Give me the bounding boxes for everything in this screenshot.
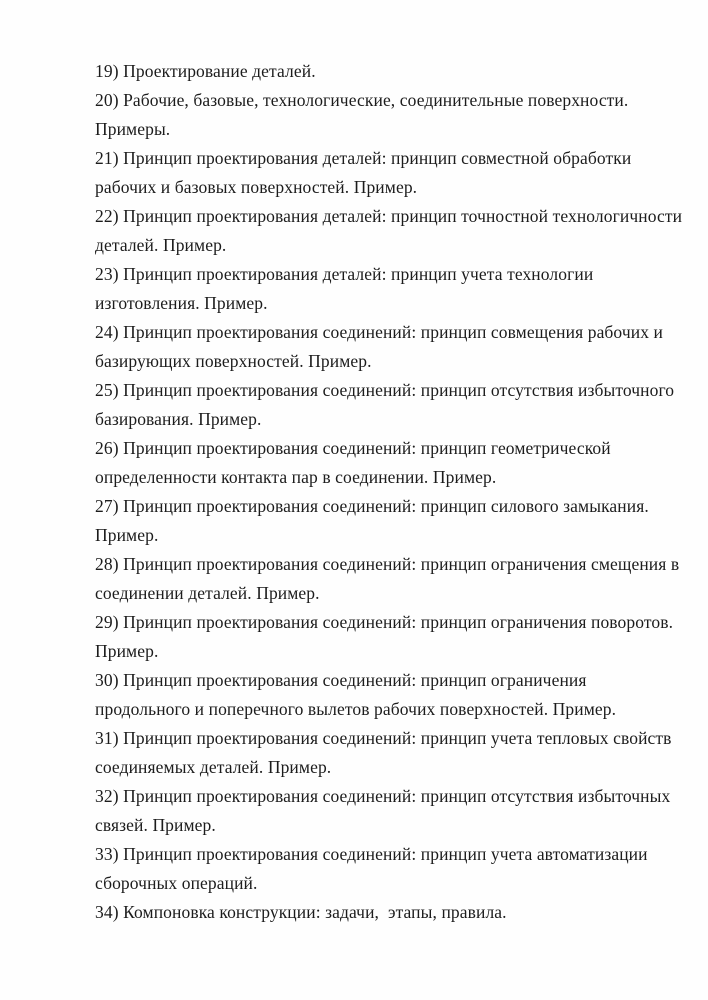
list-item-line: 26) Принцип проектирования соединений: принцип геометрической bbox=[95, 438, 611, 458]
list-item bbox=[95, 376, 680, 434]
list-item-line: 32) Принцип проектирования соединений: принцип отсутствия избыточных bbox=[95, 786, 671, 806]
list-item bbox=[95, 86, 680, 144]
list-item-line: 31) Принцип проектирования соединений: принцип учета тепловых свойств bbox=[95, 728, 672, 748]
list-item-line: 27) Принцип проектирования соединений: принцип силового замыкания. bbox=[95, 496, 649, 516]
list-item bbox=[95, 260, 680, 318]
list-item bbox=[95, 782, 680, 840]
list-item-line: 30) Принцип проектирования соединений: принцип ограничения bbox=[95, 670, 587, 690]
list-item-line: 33) Принцип проектирования соединений: принцип учета автоматизации bbox=[95, 844, 648, 864]
list-item-line: соединяемых деталей. Пример. bbox=[95, 757, 332, 777]
list-item bbox=[95, 724, 680, 782]
list-item-line: сборочных операций. bbox=[95, 873, 258, 893]
list-item-line: 21) Принцип проектирования деталей: принцип совместной обработки bbox=[95, 148, 632, 168]
list-item-line: базирования. Пример. bbox=[95, 409, 262, 429]
list-item bbox=[95, 434, 680, 492]
list-item bbox=[95, 608, 680, 666]
list-item bbox=[95, 550, 680, 608]
list-item bbox=[95, 57, 680, 86]
list-item-line: Пример. bbox=[95, 641, 159, 661]
list-item bbox=[95, 144, 680, 202]
list-item-line: деталей. Пример. bbox=[95, 235, 227, 255]
list-item bbox=[95, 840, 680, 898]
list-item-line: продольного и поперечного вылетов рабочих поверхностей. Пример. bbox=[95, 699, 617, 719]
list-item bbox=[95, 492, 680, 550]
list-item-line: рабочих и базовых поверхностей. Пример. bbox=[95, 177, 418, 197]
list-item-line: 24) Принцип проектирования соединений: принцип совмещения рабочих и bbox=[95, 322, 663, 342]
list-item-line: 19) Проектирование деталей. bbox=[95, 61, 316, 81]
list-item-line: Примеры. bbox=[95, 119, 171, 139]
list-item-line: определенности контакта пар в соединении. Пример. bbox=[95, 467, 497, 487]
list-item bbox=[95, 318, 680, 376]
list-item-line: Пример. bbox=[95, 525, 159, 545]
list-item-line: соединении деталей. Пример. bbox=[95, 583, 320, 603]
list-item-line: базирующих поверхностей. Пример. bbox=[95, 351, 372, 371]
list-item-line: 23) Принцип проектирования деталей: принцип учета технологии bbox=[95, 264, 594, 284]
list-item-line: 25) Принцип проектирования соединений: принцип отсутствия избыточного bbox=[95, 380, 675, 400]
list-item bbox=[95, 666, 680, 724]
list-item-line: 20) Рабочие, базовые, технологические, соединительные поверхности. bbox=[95, 90, 629, 110]
list-item-line: изготовления. Пример. bbox=[95, 293, 268, 313]
list-item bbox=[95, 898, 680, 927]
question-list bbox=[95, 57, 683, 927]
list-item bbox=[95, 202, 683, 260]
list-item-line: связей. Пример. bbox=[95, 815, 216, 835]
list-item-line: 28) Принцип проектирования соединений: принцип ограничения смещения в bbox=[95, 554, 680, 574]
list-item-line: 29) Принцип проектирования соединений: принцип ограничения поворотов. bbox=[95, 612, 674, 632]
list-item-line: 34) Компоновка конструкции: задачи, этапы, правила. bbox=[95, 902, 507, 922]
list-item-line: 22) Принцип проектирования деталей: принцип точностной технологичности bbox=[95, 206, 683, 226]
